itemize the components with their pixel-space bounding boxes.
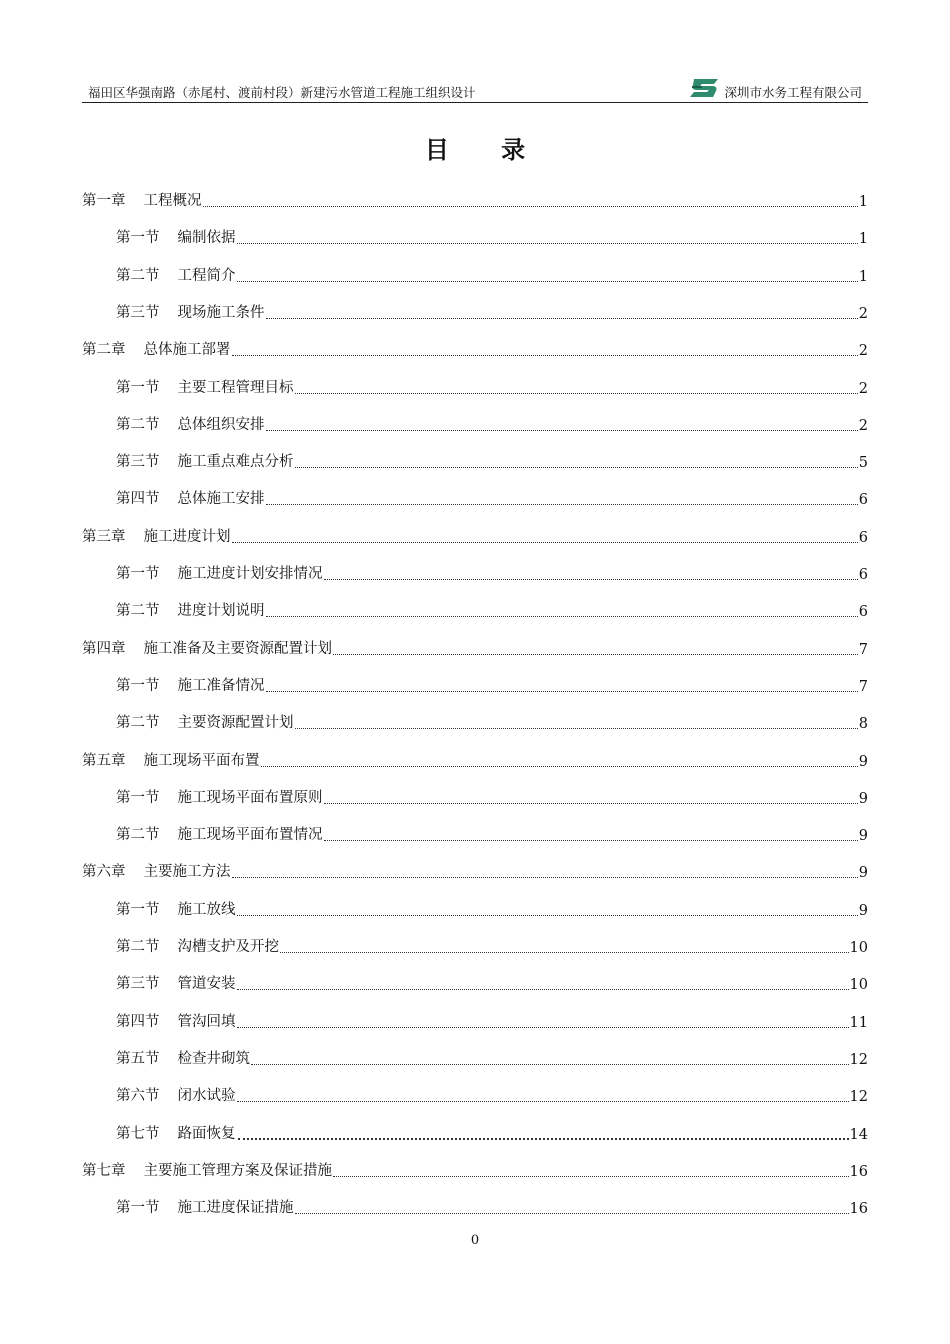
toc-entry-number: 第二节: [116, 416, 160, 433]
toc-entry-title: 总体组织安排: [177, 416, 265, 433]
toc-entry-title: 施工重点难点分析: [177, 454, 294, 471]
toc-entry-number: 第一节: [116, 789, 160, 806]
toc-entry-title: 管沟回填: [177, 1013, 236, 1030]
toc-dot-leader: [295, 466, 858, 468]
toc-entry-title: 施工准备及主要资源配置计划: [143, 640, 332, 657]
toc-entry-page: 2: [858, 305, 868, 322]
toc-entry-page: 9: [858, 865, 868, 882]
toc-entry[interactable]: [116, 889, 868, 919]
toc-entry-number: 第四节: [116, 491, 160, 508]
toc-dot-leader: [333, 1175, 849, 1177]
toc-entry-page: 7: [858, 641, 868, 658]
toc-dot-leader: [295, 392, 858, 394]
toc-dot-leader: [266, 615, 858, 617]
toc-dot-leader: [280, 951, 849, 953]
toc-entry-number: 第二节: [116, 603, 160, 620]
toc-entry-title: 施工放线: [177, 901, 236, 918]
toc-dot-leader: [237, 280, 858, 282]
toc-entry-number: 第二节: [116, 939, 160, 955]
toc-dot-leader: [295, 1212, 849, 1214]
toc-dot-leader: [237, 1100, 849, 1102]
toc-entry-title: 管道安装: [177, 976, 236, 993]
toc-entry-page: 6: [858, 492, 868, 509]
toc-entry-number: 第二节: [116, 827, 160, 844]
toc-entry-title: 编制依据: [177, 230, 236, 247]
toc-entry-number: 第一节: [116, 901, 160, 918]
toc-entry-title: 进度计划说明: [177, 603, 265, 620]
toc-entry-number: 第一节: [116, 230, 160, 247]
toc-dot-leader: [266, 317, 858, 319]
toc-entry-title: 主要资源配置计划: [177, 715, 294, 732]
toc-entry-page: 9: [858, 790, 868, 807]
toc-entry-title: 闭水试验: [177, 1088, 236, 1105]
company-name: 深圳市水务工程有限公司: [724, 85, 862, 100]
page-header: [82, 76, 868, 103]
company-logo-icon: [688, 75, 722, 101]
toc-dot-leader: [251, 1063, 849, 1065]
toc-entry-title: 施工进度计划安排情况: [177, 566, 323, 582]
toc-dot-leader: [232, 541, 858, 543]
toc-entry-title: 主要施工管理方案及保证措施: [143, 1162, 332, 1179]
toc-entry-number: 第一节: [116, 566, 160, 582]
toc-entry[interactable]: [116, 1187, 868, 1217]
toc-entry-page: 7: [858, 678, 868, 695]
toc-entry-page: 1: [858, 268, 868, 285]
toc-entry-page: 12: [849, 1089, 868, 1106]
toc-entry-title: 施工进度计划: [143, 528, 231, 545]
toc-entry[interactable]: [116, 441, 868, 471]
toc-entry-title: 总体施工部署: [143, 342, 231, 359]
toc-entry-title: 工程简介: [177, 267, 236, 284]
toc-entry-page: 14: [849, 1126, 868, 1143]
toc-entry-title: 施工现场平面布置情况: [177, 827, 323, 844]
toc-entry-title: 施工准备情况: [177, 677, 265, 694]
toc-entry[interactable]: [116, 553, 868, 583]
toc-entry-title: 施工现场平面布置原则: [177, 789, 323, 806]
toc-entry-title: 检查井砌筑: [177, 1050, 250, 1067]
toc-entry[interactable]: [82, 1150, 868, 1180]
toc-entry-title: 现场施工条件: [177, 304, 265, 321]
toc-entry-page: 6: [858, 529, 868, 546]
toc-dot-leader: [333, 653, 858, 655]
toc-entry[interactable]: [82, 516, 868, 546]
toc-entry-page: 5: [858, 455, 868, 472]
toc-entry-number: 第一节: [116, 1200, 160, 1217]
toc-dot-leader: [238, 1137, 849, 1140]
toc-entry-title: 施工现场平面布置: [143, 752, 260, 769]
toc-entry-page: 9: [858, 828, 868, 845]
toc-entry-page: 9: [858, 902, 868, 919]
toc-entry-title: 路面恢复: [177, 1125, 236, 1142]
toc-dot-leader: [237, 242, 858, 244]
toc-dot-leader: [237, 1026, 849, 1028]
toc-entry[interactable]: [116, 777, 868, 807]
toc-entry[interactable]: [116, 478, 868, 508]
document-title: 福田区华强南路（赤尾村、渡前村段）新建污水管道工程施工组织设计: [88, 85, 476, 100]
toc-dot-leader: [203, 205, 858, 207]
toc-entry[interactable]: [116, 217, 868, 247]
toc-entry-page: 6: [858, 567, 868, 583]
toc-entry-page: 8: [858, 716, 868, 733]
toc-entry[interactable]: [116, 590, 868, 620]
toc-entry-title: 施工进度保证措施: [177, 1200, 294, 1217]
toc-entry-number: 第六章: [82, 864, 126, 881]
toc-entry-number: 第一章: [82, 193, 126, 209]
toc-dot-leader: [261, 765, 858, 767]
toc-entry[interactable]: [116, 1038, 868, 1068]
toc-entry-page: 10: [849, 977, 868, 994]
toc-entry-page: 6: [858, 604, 868, 621]
toc-entry-page: 2: [858, 417, 868, 434]
toc-dot-leader: [266, 503, 858, 505]
toc-entry-number: 第一节: [116, 379, 160, 396]
toc-entry-number: 第二章: [82, 342, 126, 359]
toc-entry-number: 第五章: [82, 752, 126, 769]
toc-entry[interactable]: [116, 963, 868, 993]
toc-entry[interactable]: [116, 404, 868, 434]
toc-entry-page: 10: [849, 940, 868, 956]
toc-entry[interactable]: [116, 1075, 868, 1105]
toc-entry[interactable]: [82, 628, 868, 658]
toc-entry[interactable]: [116, 1001, 868, 1031]
toc-entry[interactable]: [82, 740, 868, 770]
toc-entry[interactable]: [116, 292, 868, 322]
toc-heading: 目 录: [424, 135, 548, 164]
toc-entry-number: 第一节: [116, 677, 160, 694]
toc-entry-number: 第七节: [116, 1125, 160, 1142]
toc-entry-number: 第二节: [116, 267, 160, 284]
toc-entry[interactable]: [82, 329, 868, 359]
toc-entry-title: 主要施工方法: [143, 864, 231, 881]
toc-entry-number: 第四节: [116, 1013, 160, 1030]
toc-dot-leader: [324, 839, 858, 841]
toc-dot-leader: [295, 727, 858, 729]
toc-entry-page: 1: [858, 231, 868, 248]
toc-entry-page: 9: [858, 753, 868, 770]
toc-dot-leader: [324, 578, 858, 580]
toc-entry[interactable]: [116, 255, 868, 285]
toc-entry[interactable]: [116, 1113, 868, 1143]
toc-entry[interactable]: [116, 702, 868, 732]
toc-entry[interactable]: [82, 180, 868, 210]
company-block: [688, 75, 862, 101]
toc-entry-title: 主要工程管理目标: [177, 379, 294, 396]
toc-entry-number: 第七章: [82, 1162, 126, 1179]
toc-entry-page: 11: [849, 1014, 868, 1031]
toc-dot-leader: [266, 429, 858, 431]
toc-entry[interactable]: [116, 367, 868, 397]
toc-entry-page: 1: [858, 194, 868, 210]
toc-entry-number: 第三节: [116, 976, 160, 993]
toc-entry-page: 12: [849, 1051, 868, 1068]
toc-entry[interactable]: [82, 851, 868, 881]
toc-entry-title: 总体施工安排: [177, 491, 265, 508]
page-number: 0: [470, 1233, 480, 1248]
toc-entry-number: 第三节: [116, 304, 160, 321]
toc-entry-number: 第二节: [116, 715, 160, 732]
toc-entry-number: 第三节: [116, 454, 160, 471]
toc-entry-number: 第三章: [82, 528, 126, 545]
toc-entry-number: 第五节: [116, 1050, 160, 1067]
toc-entry-page: 2: [858, 343, 868, 360]
toc-dot-leader: [237, 914, 858, 916]
toc-dot-leader: [232, 354, 858, 356]
toc-entry-number: 第四章: [82, 640, 126, 657]
toc-dot-leader: [232, 876, 858, 878]
toc-entry-page: 16: [849, 1201, 868, 1218]
toc-entry-page: 2: [858, 380, 868, 397]
toc-entry[interactable]: [116, 926, 868, 956]
toc-entry-title: 沟槽支护及开挖: [177, 939, 279, 955]
toc-entry-number: 第六节: [116, 1088, 160, 1105]
toc-entry[interactable]: [116, 814, 868, 844]
toc-entry-title: 工程概况: [143, 193, 202, 209]
toc-dot-leader: [324, 802, 858, 804]
toc-entry-page: 16: [849, 1163, 868, 1180]
toc-entry[interactable]: [116, 665, 868, 695]
toc-dot-leader: [237, 988, 849, 990]
toc-dot-leader: [266, 690, 858, 692]
